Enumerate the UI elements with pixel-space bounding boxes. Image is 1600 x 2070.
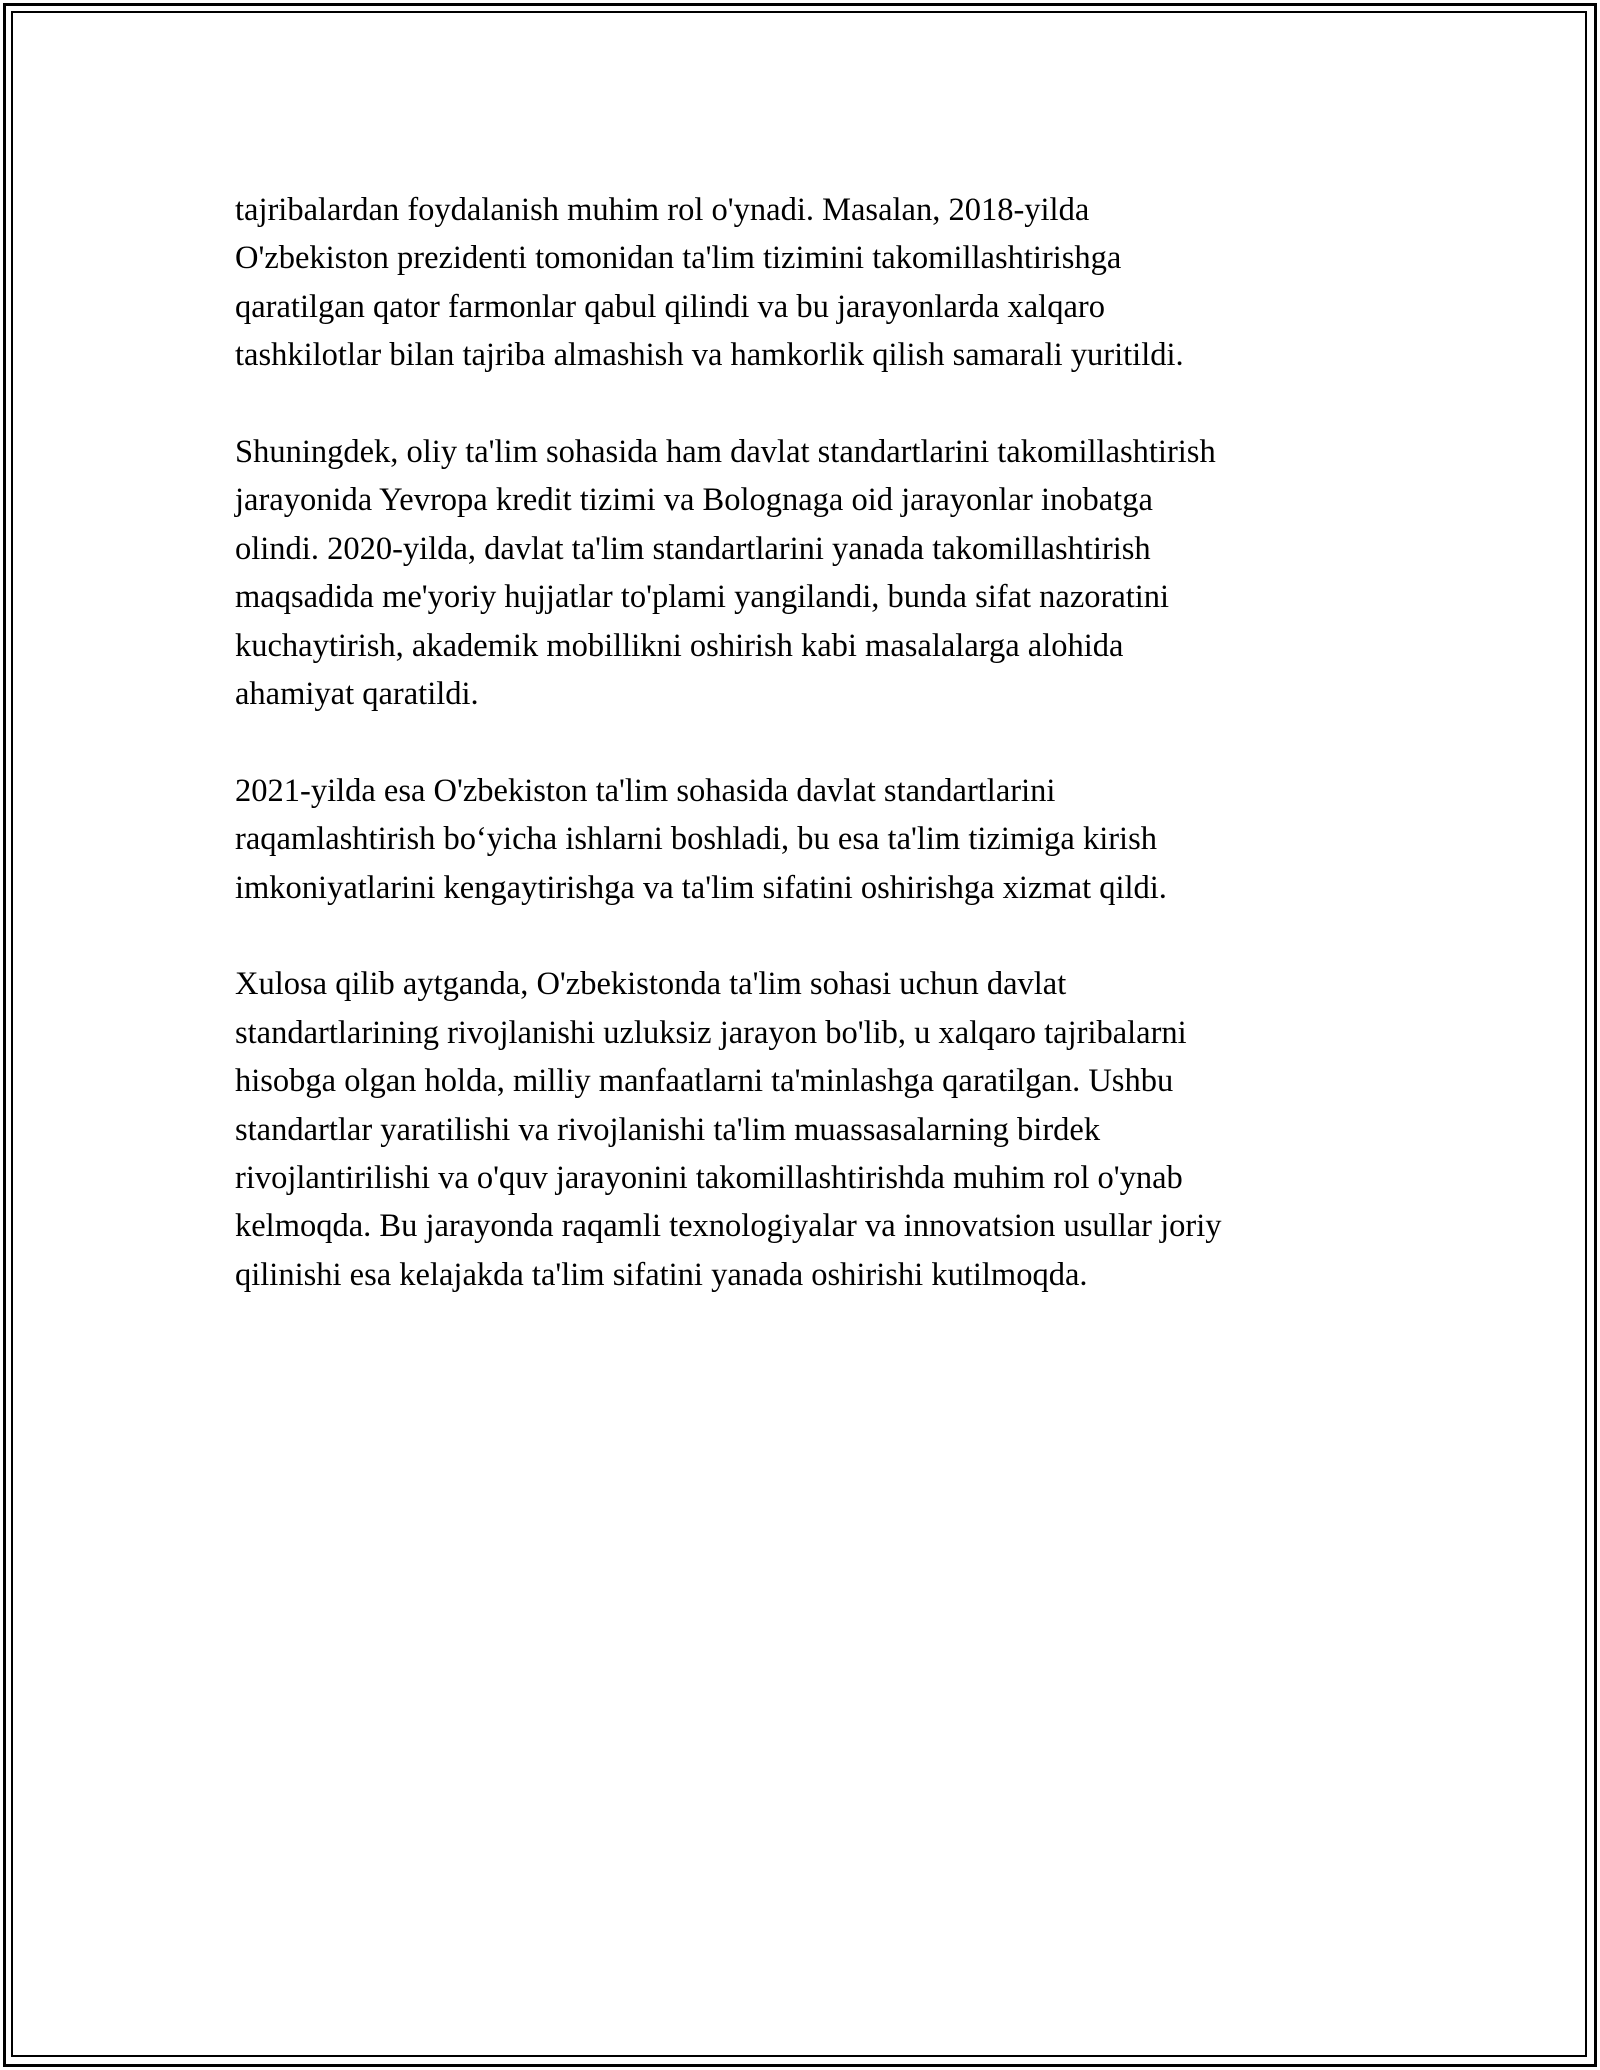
paragraph-2: Shuningdek, oliy ta'lim sohasida ham davlat standartlarini takomillashtirish jarayonida Yevropa kredit tizimi va Bolognaga oid jarayonlar inobatga olindi. 2020-yilda, davlat ta'lim standartlarini yanada takomillashtirish maqsadida me'yoriy hujjatlar to'plami yangilandi, bunda sifat nazoratini kuchaytirish, akademik mobillikni oshirish kabi masalalarga alohida ahamiyat qaratildi. <box>235 434 1216 713</box>
document-body <box>235 186 1365 1299</box>
paragraph-3: 2021-yilda esa O'zbekiston ta'lim sohasida davlat standartlarini raqamlashtirish bo‘yicha ishlarni boshladi, bu esa ta'lim tizimiga kirish imkoniyatlarini kengaytirishga va ta'lim sifatini oshirishga xizmat qildi. <box>235 772 1167 906</box>
paragraph-1: tajribalardan foydalanish muhim rol o'ynadi. Masalan, 2018-yilda O'zbekiston prezidenti tomonidan ta'lim tizimini takomillashtirishga qaratilgan qator farmonlar qabul qilindi va bu jarayonlarda xalqaro tashkilotlar bilan tajriba almashish va hamkorlik qilish samarali yuritildi. <box>235 192 1184 374</box>
paragraph-4: Xulosa qilib aytganda, O'zbekistonda ta'lim sohasi uchun davlat standartlarining rivojlanishi uzluksiz jarayon bo'lib, u xalqaro tajribalarni hisobga olgan holda, milliy manfaatlarni ta'minlashga qaratilgan. Ushbu standartlar yaratilishi va rivojlanishi ta'lim muassasalarning birdek rivojlantirilishi va o'quv jarayonini takomillashtirishda muhim rol o'ynab kelmoqda. Bu jarayonda raqamli texnologiyalar va innovatsion usullar joriy qilinishi esa kelajakda ta'lim sifatini yanada oshirishi kutilmoqda. <box>235 966 1222 1293</box>
